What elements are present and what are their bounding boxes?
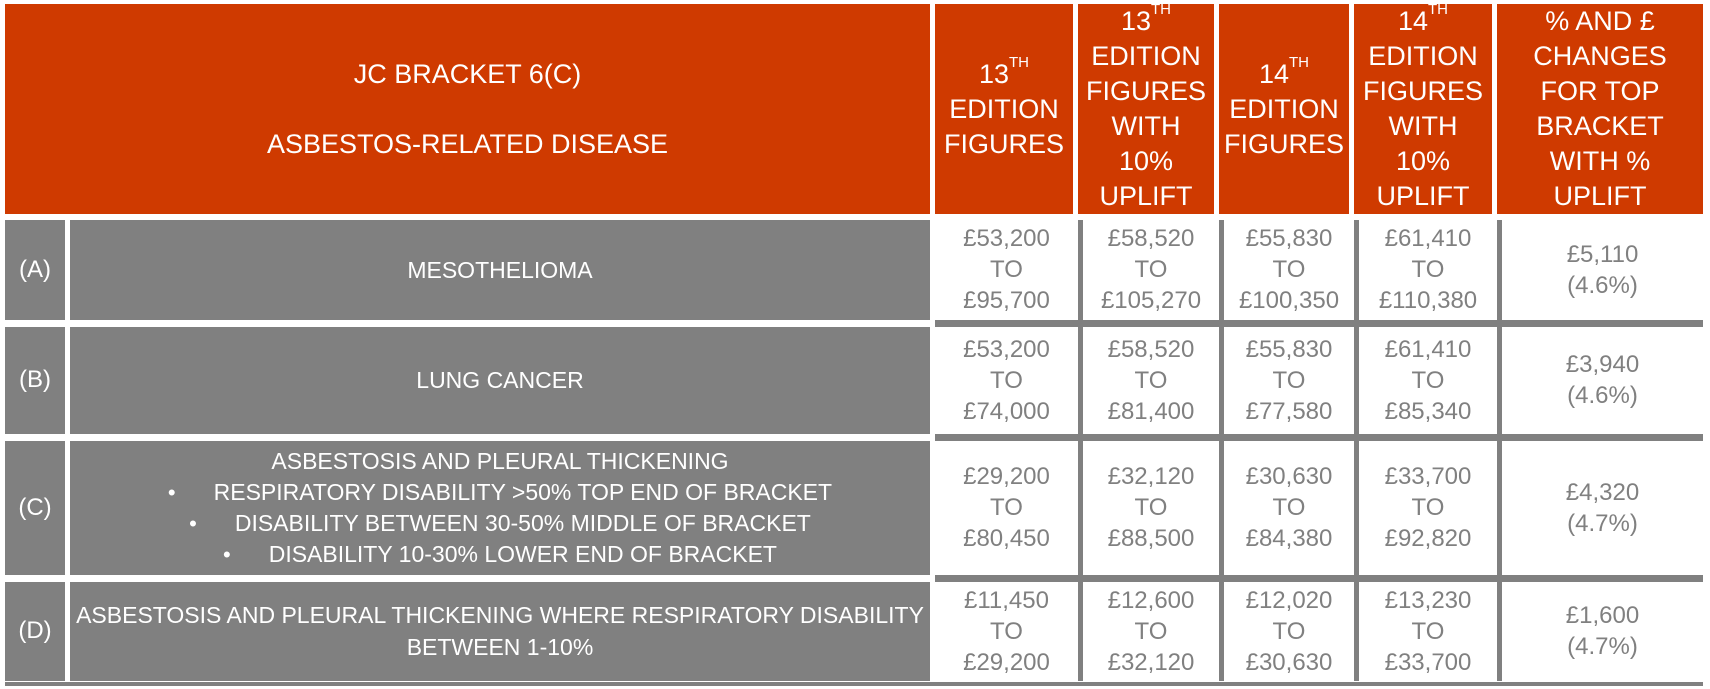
value-13th-uplift xyxy=(1078,441,1219,582)
value-change xyxy=(1497,220,1703,327)
value-line: £105,270 xyxy=(1100,287,1202,315)
value-13th xyxy=(935,441,1078,582)
value-line: £84,380 xyxy=(1245,525,1333,553)
row-letter: (B) xyxy=(5,327,70,441)
value-line: £61,410 xyxy=(1384,335,1472,363)
value-line: TO xyxy=(1411,617,1445,645)
value-line: TO xyxy=(1134,494,1168,522)
value-14th xyxy=(1219,220,1354,327)
value-line: £3,940 xyxy=(1565,351,1640,379)
value-14th xyxy=(1219,582,1354,681)
bullet-item xyxy=(70,508,930,539)
value-line: TO xyxy=(1272,256,1306,284)
col2-line: WITH xyxy=(1111,111,1181,141)
value-13th xyxy=(935,582,1078,681)
value-line: £110,380 xyxy=(1378,287,1478,315)
value-line: £74,000 xyxy=(963,397,1050,425)
col5-line: UPLIFT xyxy=(1553,181,1647,211)
value-13th-uplift xyxy=(1078,327,1219,441)
col-header-14th-edition xyxy=(1219,4,1354,220)
value-14th-uplift xyxy=(1354,582,1497,681)
col4-line: UPLIFT xyxy=(1376,181,1470,211)
value-line: £13,230 xyxy=(1384,586,1472,614)
bullet-text: DISABILITY 10-30% LOWER END OF BRACKET xyxy=(268,541,777,568)
col5-line: BRACKET xyxy=(1536,111,1664,141)
bullet-text: DISABILITY BETWEEN 30-50% MIDDLE OF BRACKET xyxy=(234,510,811,537)
value-13th-uplift xyxy=(1078,220,1219,327)
col-header-changes xyxy=(1497,4,1703,220)
value-line: (4.6%) xyxy=(1567,382,1638,410)
value-line: £12,020 xyxy=(1245,586,1333,614)
title-line-1: JC BRACKET 6(C) xyxy=(353,58,582,89)
col2-num: 13 xyxy=(1120,6,1152,36)
value-line: TO xyxy=(1411,256,1445,284)
value-line: £11,450 xyxy=(964,586,1049,614)
value-line: TO xyxy=(1411,494,1445,522)
col-header-14th-edition-uplift xyxy=(1354,1,1497,220)
col4-line: WITH xyxy=(1388,111,1458,141)
col5-line: % AND £ xyxy=(1545,6,1655,36)
col-header-13th-edition-uplift xyxy=(1078,1,1219,220)
value-line: £55,830 xyxy=(1245,335,1333,363)
bullet-item xyxy=(70,539,930,570)
bullet-text: RESPIRATORY DISABILITY >50% TOP END OF BRACKET xyxy=(213,479,833,506)
col2-line: FIGURES xyxy=(1085,76,1206,106)
value-line: £58,520 xyxy=(1107,225,1195,253)
row-description xyxy=(70,441,935,582)
value-line: £53,200 xyxy=(963,225,1050,253)
value-line: TO xyxy=(1134,256,1168,284)
value-line: £4,320 xyxy=(1565,478,1640,506)
value-line: £77,580 xyxy=(1245,397,1333,425)
table-row xyxy=(5,220,1703,327)
col1-sup: TH xyxy=(1009,53,1030,71)
value-line: (4.7%) xyxy=(1567,633,1638,661)
value-line: £81,400 xyxy=(1107,397,1195,425)
value-14th-uplift xyxy=(1354,327,1497,441)
col3-line: FIGURES xyxy=(1223,128,1344,159)
value-line: £55,830 xyxy=(1245,225,1333,253)
value-line: £29,200 xyxy=(963,648,1050,676)
table-row xyxy=(5,327,1703,441)
value-line: £85,340 xyxy=(1384,397,1472,425)
value-line: TO xyxy=(1134,617,1168,645)
col2-line: 10% xyxy=(1118,146,1174,176)
value-line: TO xyxy=(990,617,1023,645)
value-line: TO xyxy=(1272,366,1306,394)
value-line: TO xyxy=(1272,494,1306,522)
value-14th xyxy=(1219,327,1354,441)
col4-line: EDITION xyxy=(1368,41,1478,71)
value-line: TO xyxy=(1411,366,1445,394)
value-change xyxy=(1497,582,1703,681)
value-line: £58,520 xyxy=(1107,335,1195,363)
header-row xyxy=(5,4,1703,220)
col2-line: EDITION xyxy=(1091,41,1201,71)
col5-line: WITH % xyxy=(1549,146,1651,176)
col-header-13th-edition xyxy=(935,4,1078,220)
value-13th-uplift xyxy=(1078,582,1219,681)
value-line: £30,630 xyxy=(1245,463,1333,491)
value-line: (4.7%) xyxy=(1567,509,1638,537)
value-line: £33,700 xyxy=(1384,648,1472,676)
bullet-list xyxy=(70,477,930,570)
table-row xyxy=(5,582,1703,681)
value-line: TO xyxy=(990,256,1023,284)
value-14th xyxy=(1219,441,1354,582)
value-line: £53,200 xyxy=(963,335,1050,363)
row-letter: (C) xyxy=(5,441,70,582)
value-line: £88,500 xyxy=(1107,525,1195,553)
col1-line: FIGURES xyxy=(943,128,1064,159)
value-line: £32,120 xyxy=(1107,463,1195,491)
value-line: £1,600 xyxy=(1565,602,1640,630)
col3-line: EDITION xyxy=(1229,93,1339,124)
col3-sup: TH xyxy=(1289,53,1310,71)
bracket-table xyxy=(5,1,1703,681)
value-line: £95,700 xyxy=(963,287,1050,315)
col1-line: EDITION xyxy=(949,93,1059,124)
row-description: MESOTHELIOMA xyxy=(70,220,935,327)
value-line: £92,820 xyxy=(1384,525,1472,553)
col4-line: 10% xyxy=(1395,146,1451,176)
value-line: £12,600 xyxy=(1107,586,1195,614)
value-line: £80,450 xyxy=(963,525,1050,553)
value-change xyxy=(1497,327,1703,441)
description-line: BETWEEN 1-10% xyxy=(406,634,594,661)
value-line: £61,410 xyxy=(1384,225,1472,253)
col4-num: 14 xyxy=(1397,6,1429,36)
description-line: ASBESTOSIS AND PLEURAL THICKENING WHERE RESPIRATORY DISABILITY xyxy=(76,602,924,629)
value-line: £33,700 xyxy=(1384,463,1472,491)
value-change xyxy=(1497,441,1703,582)
value-line: TO xyxy=(1272,617,1306,645)
col1-num: 13 xyxy=(978,58,1010,89)
title-line-2: ASBESTOS-RELATED DISEASE xyxy=(266,128,669,159)
value-line: (4.6%) xyxy=(1567,271,1638,299)
value-line: TO xyxy=(990,366,1023,394)
value-13th xyxy=(935,327,1078,441)
value-line: £5,110 xyxy=(1566,240,1639,268)
col4-line: FIGURES xyxy=(1362,76,1483,106)
value-line: TO xyxy=(1134,366,1168,394)
value-line: £29,200 xyxy=(963,463,1050,491)
value-line: £30,630 xyxy=(1245,648,1333,676)
col5-line: CHANGES xyxy=(1533,41,1667,71)
value-line: TO xyxy=(990,494,1023,522)
value-14th-uplift xyxy=(1354,441,1497,582)
col3-num: 14 xyxy=(1258,58,1290,89)
value-line: £32,120 xyxy=(1107,648,1195,676)
row-letter: (A) xyxy=(5,220,70,327)
value-line: £100,350 xyxy=(1238,287,1340,315)
table-bottom-border xyxy=(5,682,1703,686)
value-13th xyxy=(935,220,1078,327)
table-row xyxy=(5,441,1703,582)
col2-sup: TH xyxy=(1151,1,1172,18)
value-14th-uplift xyxy=(1354,220,1497,327)
bullet-item xyxy=(70,477,930,508)
row-description: LUNG CANCER xyxy=(70,327,935,441)
row-description xyxy=(70,582,935,681)
bracket-title xyxy=(5,4,935,220)
row-letter: (D) xyxy=(5,582,70,681)
description-heading: ASBESTOSIS AND PLEURAL THICKENING xyxy=(271,448,729,475)
col5-line: FOR TOP xyxy=(1540,76,1660,106)
col2-line: UPLIFT xyxy=(1099,181,1193,211)
col4-sup: TH xyxy=(1428,1,1449,18)
